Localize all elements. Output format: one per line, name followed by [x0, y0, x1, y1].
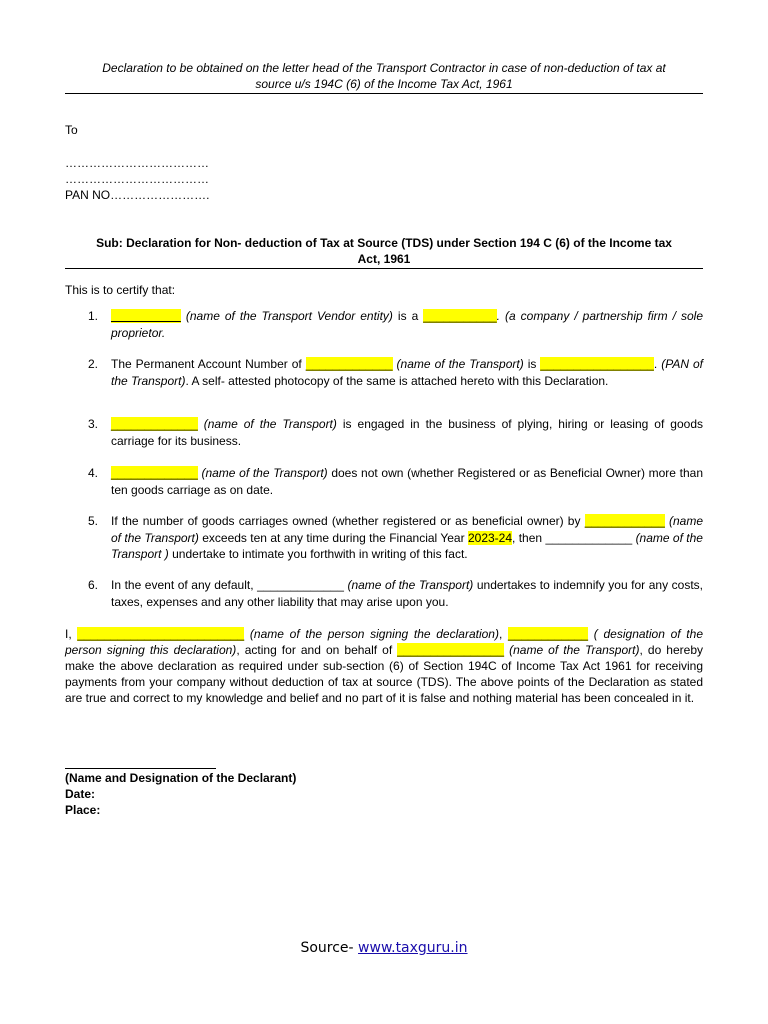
- document-header: [65, 60, 703, 94]
- field-hint: (name of the Transport): [197, 417, 337, 431]
- item-number: 5.: [88, 514, 99, 528]
- declaration-paragraph: [65, 626, 703, 706]
- field-hint: (name of the Transport Vendor entity): [180, 309, 393, 323]
- field-hint: (name of the Transport): [504, 643, 640, 657]
- blank-field: ___________: [423, 309, 497, 323]
- source-label: Source-: [300, 940, 359, 956]
- field-hint: (name of the person signing the declaration): [244, 627, 499, 641]
- header-line-1: Declaration to be obtained on the letter head of the Transport Contractor in case of non-deduction of tax at: [102, 61, 666, 75]
- blank-field: ____________: [584, 514, 665, 528]
- blank-field: _____________: [257, 578, 344, 592]
- item-text: is engaged in the business of plying, hiring or leasing of goods carriage for its business.: [111, 417, 703, 448]
- item-number: 3.: [88, 417, 99, 431]
- item-number: 4.: [88, 466, 99, 480]
- declaration-text: , do hereby make the above declaration as required under sub-section (6) of Section 194C of Income Tax Act 1961 for receiving payments from your company without deduction of tax at source (TDS). The above points of the Declaration as stated are true and correct to my knowledge and belief and no part of it is false and nothing material has been concealed in it.: [65, 643, 703, 705]
- item-text: , then: [512, 530, 546, 545]
- item-number: 6.: [88, 578, 99, 592]
- item-text: does not own (whether Registered or as Beneficial Owner) more than ten goods carriage as on date.: [111, 466, 703, 497]
- signature-block: [65, 770, 296, 818]
- blank-field: _____________: [111, 466, 198, 480]
- blank-field: ________________: [397, 643, 505, 657]
- certify-statement: This is to certify that:: [65, 283, 176, 297]
- item-text: . (a company / partnership firm / sole proprietor.: [111, 309, 703, 340]
- item-text: exceeds ten at any time during the Financial Year: [198, 530, 468, 545]
- item-text: .: [653, 357, 662, 371]
- address-line-2: ………………………………: [65, 172, 209, 186]
- pan-line: PAN NO…………………….: [65, 188, 210, 202]
- list-item-5: [88, 513, 703, 563]
- address-block: [65, 155, 209, 203]
- subject-line-2: Act, 1961: [357, 252, 411, 266]
- blank-field: _____________: [545, 530, 633, 545]
- item-text: In the event of any default,: [111, 578, 258, 592]
- place-label: Place:: [65, 803, 101, 817]
- subject-line-1: Sub: Declaration for Non- deduction of Tax at Source (TDS) under Section 194 C (6) of the Income tax: [96, 236, 672, 250]
- address-line-1: ………………………………: [65, 156, 209, 170]
- list-item-4: [88, 465, 703, 498]
- field-hint: (name of the Transport ): [111, 530, 703, 561]
- field-hint: (PAN of the Transport): [111, 357, 703, 388]
- field-hint: ( designation of the person signing this declaration): [65, 627, 703, 657]
- list-item-6: [88, 577, 703, 610]
- blank-field: _________________: [540, 357, 654, 371]
- declaration-text: I,: [65, 627, 78, 641]
- item-text: is a: [392, 309, 424, 323]
- source-footer: [0, 940, 768, 956]
- item-text: . A self- attested photocopy of the same is attached hereto with this Declaration.: [185, 373, 609, 388]
- signature-line: [65, 768, 216, 769]
- to-label: To: [65, 123, 78, 137]
- item-number: 2.: [88, 357, 99, 371]
- field-hint: (name of the Transport): [343, 578, 474, 592]
- item-text: The Permanent Account Number of: [111, 357, 306, 371]
- declaration-text: ,: [498, 627, 509, 641]
- financial-year: 2023-24: [467, 530, 513, 545]
- field-hint: (name of the Transport): [197, 466, 328, 480]
- blank-field: _____________: [305, 357, 393, 371]
- item-text: undertake to intimate you forthwith in writing of this fact.: [168, 547, 468, 561]
- item-number: 1.: [88, 309, 99, 323]
- blank-field: ____________: [508, 627, 589, 641]
- blank-field: [111, 309, 181, 323]
- source-link[interactable]: www.taxguru.in: [358, 940, 468, 956]
- date-label: Date:: [65, 787, 96, 801]
- item-text: undertakes to indemnify you for any costs, taxes, expenses and any other liability that may arise upon you.: [111, 578, 703, 609]
- list-item-1: [88, 308, 703, 341]
- declarant-label: (Name and Designation of the Declarant): [65, 771, 297, 785]
- list-item-2: [88, 356, 703, 389]
- blank-field: _____________: [111, 417, 198, 431]
- blank-field: _________________________: [77, 627, 245, 641]
- item-text: If the number of goods carriages owned (whether registered or as beneficial owner) by: [111, 514, 585, 528]
- item-text: is: [523, 357, 541, 371]
- header-line-2: source u/s 194C (6) of the Income Tax Act, 1961: [255, 77, 513, 91]
- field-hint: (name of the Transport): [111, 514, 703, 545]
- subject-line: [65, 235, 703, 269]
- declaration-text: , acting for and on behalf of: [236, 643, 398, 657]
- field-hint: (name of the Transport): [392, 357, 524, 371]
- list-item-3: [88, 416, 703, 449]
